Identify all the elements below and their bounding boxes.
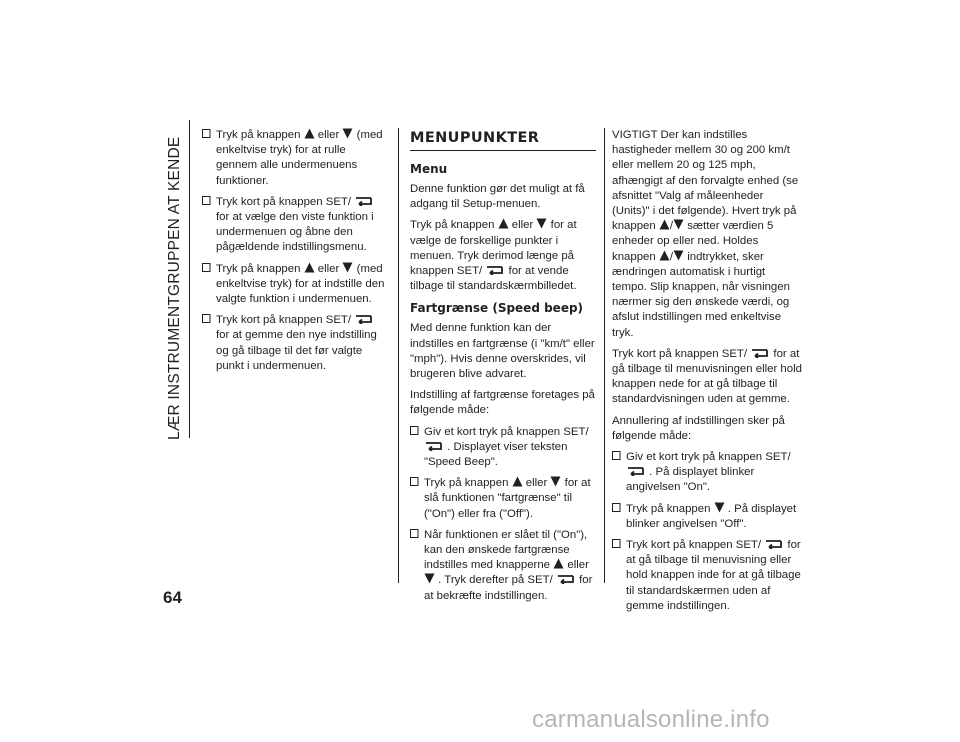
text: for at vælge den viste funktion i undermenuen og åbne den pågældende indstillingsmenu. bbox=[216, 211, 374, 254]
checkbox-bullet-icon bbox=[202, 128, 213, 189]
text: for at gå tilbage til menuvisning eller hold knappen inde for at gå tilbage til standardskærmen uden af gemme indstillingen. bbox=[626, 539, 801, 612]
text: Tryk på knappen bbox=[216, 262, 301, 275]
checkbox-bullet-icon bbox=[612, 450, 623, 496]
arrow-down-icon bbox=[424, 573, 435, 584]
bullet-item bbox=[202, 262, 388, 308]
paragraph: Med denne funktion kan der indstilles en fartgrænse (i "km/t" eller "mph"). Hvis denne overskrides, vil brugeren blive advaret. bbox=[410, 322, 595, 381]
bullet-item bbox=[202, 195, 388, 256]
text: Tryk på knappen bbox=[424, 477, 509, 490]
text: Tryk på knappen bbox=[626, 502, 711, 515]
arrow-down-icon bbox=[342, 262, 353, 273]
checkbox-bullet-icon bbox=[202, 313, 213, 374]
page-number: 64 bbox=[163, 588, 182, 607]
text: . På displayet blinker angivelsen "On". bbox=[626, 466, 755, 494]
column-divider bbox=[604, 128, 605, 583]
column-divider bbox=[398, 128, 399, 583]
text: for at gemme den nye indstilling og gå tilbage til det før valgte punkt i undermenuen. bbox=[216, 329, 377, 372]
paragraph: Denne funktion gør det muligt at få adgang til Setup-menuen. bbox=[410, 183, 585, 211]
text: for at bekræfte indstillingen. bbox=[424, 574, 593, 602]
text: eller bbox=[317, 262, 340, 275]
watermark: carmanualsonline.info bbox=[532, 706, 770, 733]
text: (med enkeltvise tryk) for at indstille den valgte funktion i undermenuen. bbox=[216, 262, 385, 306]
column-3 bbox=[612, 128, 802, 620]
text: eller bbox=[525, 477, 548, 490]
arrow-up-icon bbox=[498, 218, 509, 229]
text: sætter værdien 5 enheder op eller ned. Holdes knappen bbox=[612, 220, 774, 263]
arrow-down-icon bbox=[342, 128, 353, 139]
return-arrow-icon bbox=[354, 196, 374, 206]
bullet-item bbox=[410, 528, 596, 604]
arrow-down-icon bbox=[550, 476, 561, 487]
section-heading: MENUPUNKTER bbox=[410, 130, 596, 151]
text: eller bbox=[567, 559, 589, 572]
arrow-down-icon bbox=[536, 218, 547, 229]
text: eller bbox=[317, 129, 340, 141]
column-1 bbox=[202, 128, 388, 380]
arrow-up-icon bbox=[512, 476, 523, 487]
arrow-down-icon bbox=[673, 219, 684, 230]
paragraph: Annullering af indstillingen sker på følgende måde: bbox=[612, 414, 785, 442]
side-rule bbox=[189, 120, 190, 438]
text: Giv et kort tryk på knappen SET/ bbox=[626, 451, 791, 464]
text: Tryk på knappen bbox=[410, 219, 495, 232]
text: eller bbox=[511, 219, 534, 232]
bullet-item bbox=[612, 450, 802, 496]
checkbox-bullet-icon bbox=[612, 538, 623, 614]
text: Tryk kort på knappen SET/ bbox=[612, 347, 748, 360]
text: Tryk kort på knappen SET/ bbox=[216, 195, 352, 208]
paragraph: Indstilling af fartgrænse foretages på følgende måde: bbox=[410, 389, 595, 417]
arrow-down-icon bbox=[673, 250, 684, 261]
arrow-up-icon bbox=[304, 262, 315, 273]
bullet-item bbox=[612, 502, 802, 532]
arrow-up-icon bbox=[659, 250, 670, 261]
bullet-item bbox=[202, 313, 388, 374]
return-arrow-icon bbox=[485, 265, 505, 275]
arrow-up-icon bbox=[304, 128, 315, 139]
bullet-item bbox=[612, 538, 802, 614]
text: Tryk kort på knappen SET/ bbox=[626, 539, 762, 552]
text: . Displayet viser teksten "Speed Beep". bbox=[424, 440, 568, 469]
text: / bbox=[669, 250, 674, 263]
paragraph bbox=[612, 347, 802, 408]
checkbox-bullet-icon bbox=[410, 425, 421, 471]
column-2 bbox=[410, 128, 596, 610]
text: / bbox=[669, 220, 674, 233]
text: Når funktionen er slået til ("On"), kan den ønskede fartgrænse indstilles med knapperne bbox=[424, 528, 588, 572]
text: . På displayet blinker angivelsen "Off". bbox=[626, 502, 797, 530]
subheading-speed-beep: Fartgrænse (Speed beep) bbox=[410, 301, 584, 316]
return-arrow-icon bbox=[750, 348, 770, 358]
checkbox-bullet-icon bbox=[410, 476, 421, 522]
checkbox-bullet-icon bbox=[202, 262, 213, 308]
text: indtrykket, sker ændringen automatisk i hurtigt tempo. Slip knappen, når visningen nærmer sig den ønskede værdi, og afslut indstillingen med enkeltvise tryk. bbox=[612, 250, 790, 339]
arrow-up-icon bbox=[659, 219, 670, 230]
text: Tryk kort på knappen SET/ bbox=[216, 314, 352, 327]
subheading-menu: Menu bbox=[410, 162, 448, 176]
return-arrow-icon bbox=[556, 574, 576, 584]
text: for at gå tilbage til menuvisningen eller hold knappen nede for at gå tilbage til standardvisningen uden at gemme. bbox=[612, 347, 802, 406]
text: . Tryk derefter på SET/ bbox=[438, 574, 553, 587]
bullet-item bbox=[410, 425, 596, 471]
text: for at vælge de forskellige punkter i menuen. Tryk derimod længe på knappen SET/ bbox=[410, 219, 577, 278]
checkbox-bullet-icon bbox=[612, 502, 623, 532]
bullet-item bbox=[410, 476, 596, 522]
text: Tryk på knappen bbox=[216, 129, 301, 141]
paragraph bbox=[612, 128, 802, 341]
bullet-item bbox=[202, 128, 388, 189]
checkbox-bullet-icon bbox=[202, 195, 213, 256]
checkbox-bullet-icon bbox=[410, 528, 421, 604]
text: Giv et kort tryk på knappen SET/ bbox=[424, 425, 589, 438]
arrow-down-icon bbox=[714, 502, 725, 513]
return-arrow-icon bbox=[354, 314, 374, 324]
arrow-up-icon bbox=[553, 558, 564, 569]
text: VIGTIGT Der kan indstilles hastigheder mellem 30 og 200 km/t eller mellem 20 og 125 mph, afhængigt af den forvalgte enhed (se afsnittet "Valg af måleenheder (Units)" i det følgende). Hvert tryk på knappen bbox=[612, 129, 799, 233]
text: for at vende tilbage til standardskærmbilledet. bbox=[410, 265, 577, 293]
text: for at slå funktionen "fartgrænse" til ("On") eller fra ("Off"). bbox=[424, 477, 591, 520]
return-arrow-icon bbox=[764, 539, 784, 549]
return-arrow-icon bbox=[626, 466, 646, 476]
section-side-title: LÆR INSTRUMENTGRUPPEN AT KENDE bbox=[166, 136, 183, 440]
paragraph bbox=[410, 218, 596, 294]
text: (med enkeltvise tryk) for at rulle gennem alle undermenuens funktioner. bbox=[216, 129, 383, 187]
return-arrow-icon bbox=[424, 441, 444, 451]
